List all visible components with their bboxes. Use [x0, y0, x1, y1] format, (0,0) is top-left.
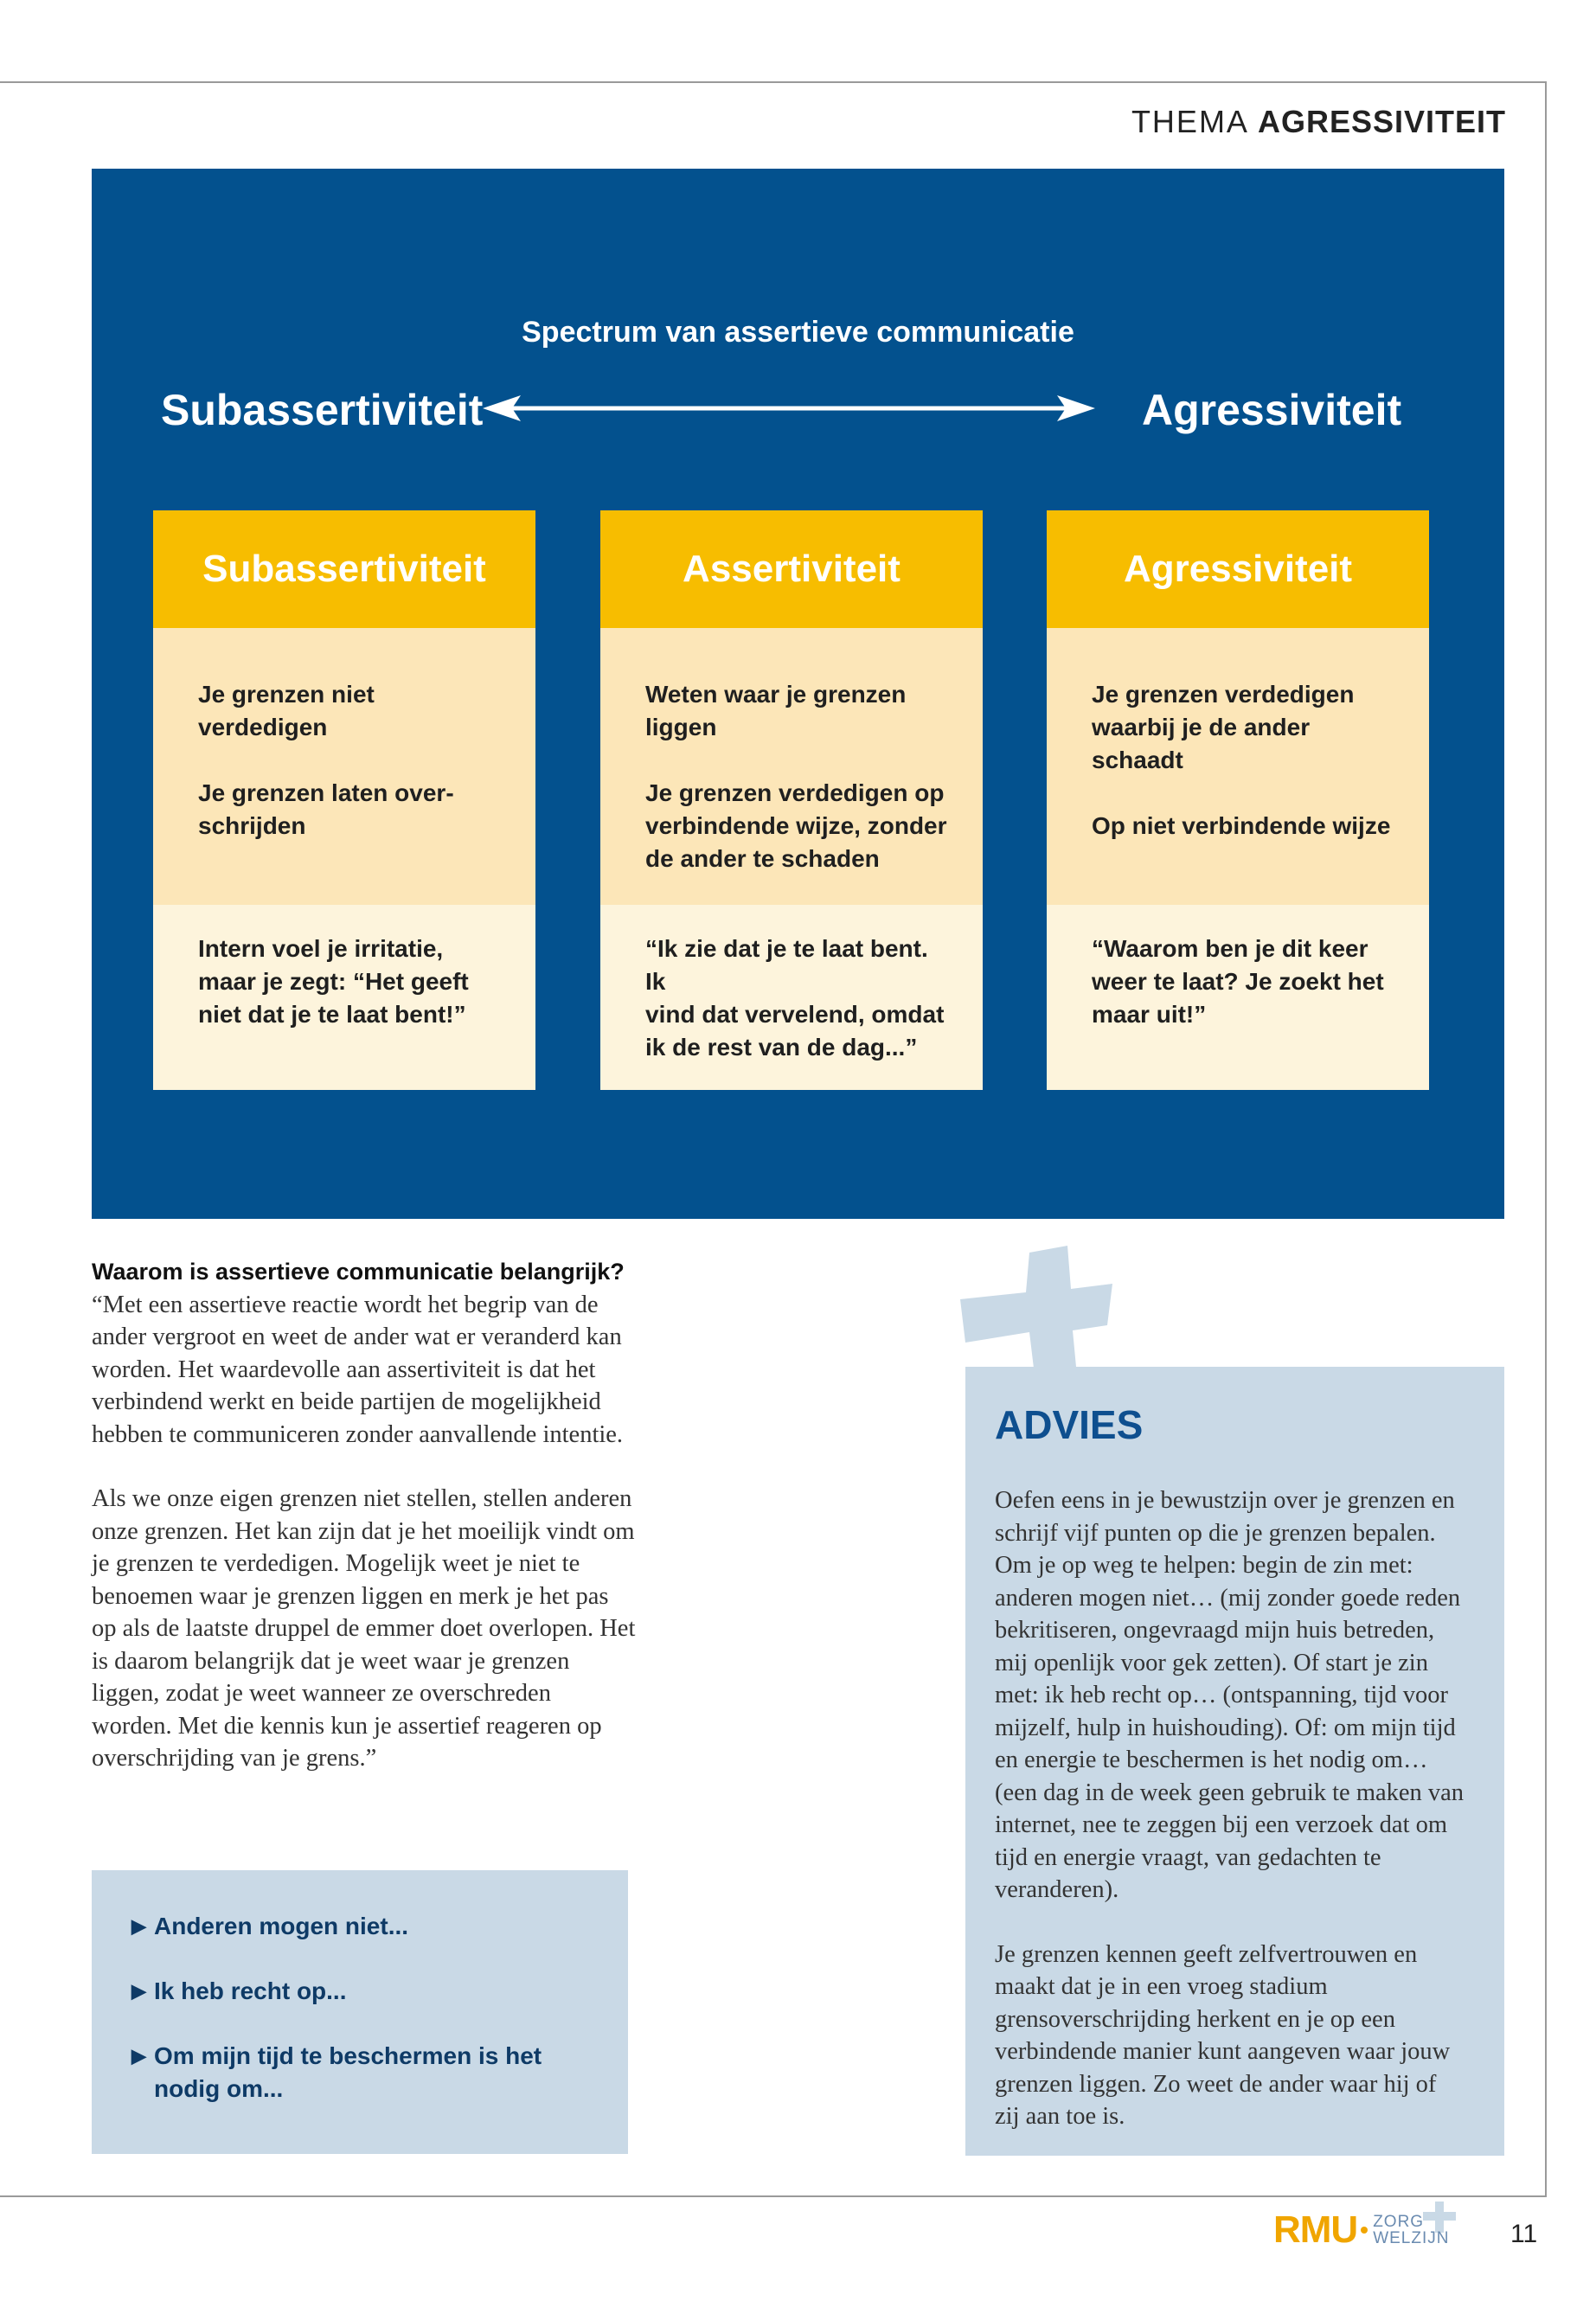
page-number: 11: [1510, 2220, 1538, 2248]
column-point: Weten waar je grenzen liggen: [645, 681, 907, 740]
spectrum-panel: [92, 169, 1504, 1219]
column-heading: Subassertiviteit: [153, 510, 535, 628]
section-header: [1131, 104, 1506, 140]
column-example-text: “Waarom ben je dit keer weer te laat? Je zoekt het maar uit!”: [1092, 935, 1384, 1028]
column-description: [1047, 628, 1429, 905]
logo-word-welzijn: WELZIJN: [1373, 2229, 1450, 2247]
page-frame-top: [0, 81, 1547, 83]
triangle-bullet-icon: ▶: [131, 1915, 146, 1937]
column-point: Je grenzen verdedigen op verbindende wijze, zonder de ander te schaden: [645, 779, 947, 872]
column-example-text: Intern voel je irritatie, maar je zegt: “Het geeft niet dat je te laat bent!”: [198, 935, 469, 1028]
column-point: Op niet verbindende wijze: [1092, 812, 1391, 839]
column-subassertiviteit: [153, 510, 535, 1090]
column-description: [153, 628, 535, 905]
list-item-text: Anderen mogen niet...: [154, 1913, 409, 1939]
article-question: Waarom is assertieve communicatie belangrijk?: [92, 1259, 625, 1285]
page-frame-bottom: [0, 2195, 1547, 2197]
advies-paragraph: Oefen eens in je bewustzijn over je grenzen en schrijf vijf punten op die je grenzen bepalen. Om je op weg te helpen: begin de zin met: anderen mogen niet… (mij zonder goede reden bekritiseren, ongevraagd mijn huis betreden, mij openlijk voor gek zetten). Of start je zin met: ik heb recht op… (ontspanning, tijd voor mijzelf, hulp in huishouding). Of: om mijn tijd en energie te beschermen is het nodig om… (een dag in de week geen gebruik te maken van internet, nee te zeggen bij een verzoek dat om tijd en energie vraagt, van gedachten te veranderen).: [995, 1487, 1465, 1903]
advies-box: [965, 1367, 1504, 2156]
column-heading: Agressiviteit: [1047, 510, 1429, 628]
column-agressiviteit: [1047, 510, 1429, 1090]
section-header-theme: AGRESSIVITEIT: [1257, 104, 1506, 139]
page-frame-right: [1545, 81, 1547, 2197]
column-heading: Assertiviteit: [600, 510, 983, 628]
column-description: [600, 628, 983, 905]
article-body: [92, 1256, 637, 1807]
logo-words: [1373, 2214, 1449, 2247]
logo-dot: [1361, 2227, 1368, 2234]
column-assertiviteit: [600, 510, 983, 1090]
column-point: Je grenzen niet verdedigen: [198, 681, 375, 740]
spectrum-right-label: Agressiviteit: [1142, 386, 1402, 434]
column-example-text: “Ik zie dat je te laat bent. Ik vind dat vervelend, omdat ik de rest van de dag...”: [645, 935, 945, 1061]
logo-word-zorg: ZORG: [1373, 2213, 1425, 2231]
triangle-bullet-icon: ▶: [131, 2045, 146, 2067]
column-example: [1047, 905, 1429, 1090]
double-arrow-icon: [483, 394, 1095, 423]
triangle-bullet-icon: ▶: [131, 1980, 146, 2002]
rmu-logo: [1273, 2204, 1449, 2256]
cross-decoration-icon: [960, 1246, 1116, 1375]
list-item-text: Ik heb recht op...: [154, 1977, 347, 2004]
spectrum-left-label: Subassertiviteit: [161, 386, 484, 434]
list-item: [131, 2040, 593, 2106]
advies-paragraph: Je grenzen kennen geeft zelfvertrouwen en maakt dat je in een vroeg stadium grensoverschrijding herkent en je op een verbindende manier kunt aangeven waar jouw grenzen liggen. Zo weet de ander waar hij of zij aan toe is.: [995, 1940, 1451, 2130]
prompt-list-box: [92, 1870, 628, 2154]
column-point: Je grenzen laten over- schrijden: [198, 779, 454, 839]
section-header-prefix: THEMA: [1131, 104, 1258, 139]
logo-main-text: RMU: [1273, 2208, 1358, 2251]
column-example: [600, 905, 983, 1090]
column-example: [153, 905, 535, 1090]
list-item-text: Om mijn tijd te beschermen is het nodig om...: [154, 2042, 542, 2102]
article-paragraph: “Met een assertieve reactie wordt het begrip van de ander vergroot en weet de ander wat er veranderd kan worden. Het waardevolle aan assertiviteit is dat het verbindend werkt en beide partijen de mogelijkheid hebben te communiceren zonder aanvallende intentie.: [92, 1291, 624, 1448]
list-item: [131, 1910, 593, 1943]
spectrum-title: Spectrum van assertieve communicatie: [522, 316, 1074, 349]
article-paragraph: Als we onze eigen grenzen niet stellen, stellen anderen onze grenzen. Het kan zijn dat je het moeilijk vindt om je grenzen te verdedigen. Mogelijk weet je niet te benoemen waar je grenzen liggen en merk je het pas op als de laatste druppel de emmer doet overlopen. Het is daarom belangrijk dat je weet waar je grenzen liggen, zodat je weet wanneer ze overschreden worden. Met die kennis kun je assertief reageren op overschrijding van je grens.”: [92, 1485, 636, 1772]
advies-title: ADVIES: [995, 1402, 1144, 1447]
list-item: [131, 1975, 593, 2008]
column-point: Je grenzen verdedigen waarbij je de ander schaadt: [1092, 681, 1355, 773]
